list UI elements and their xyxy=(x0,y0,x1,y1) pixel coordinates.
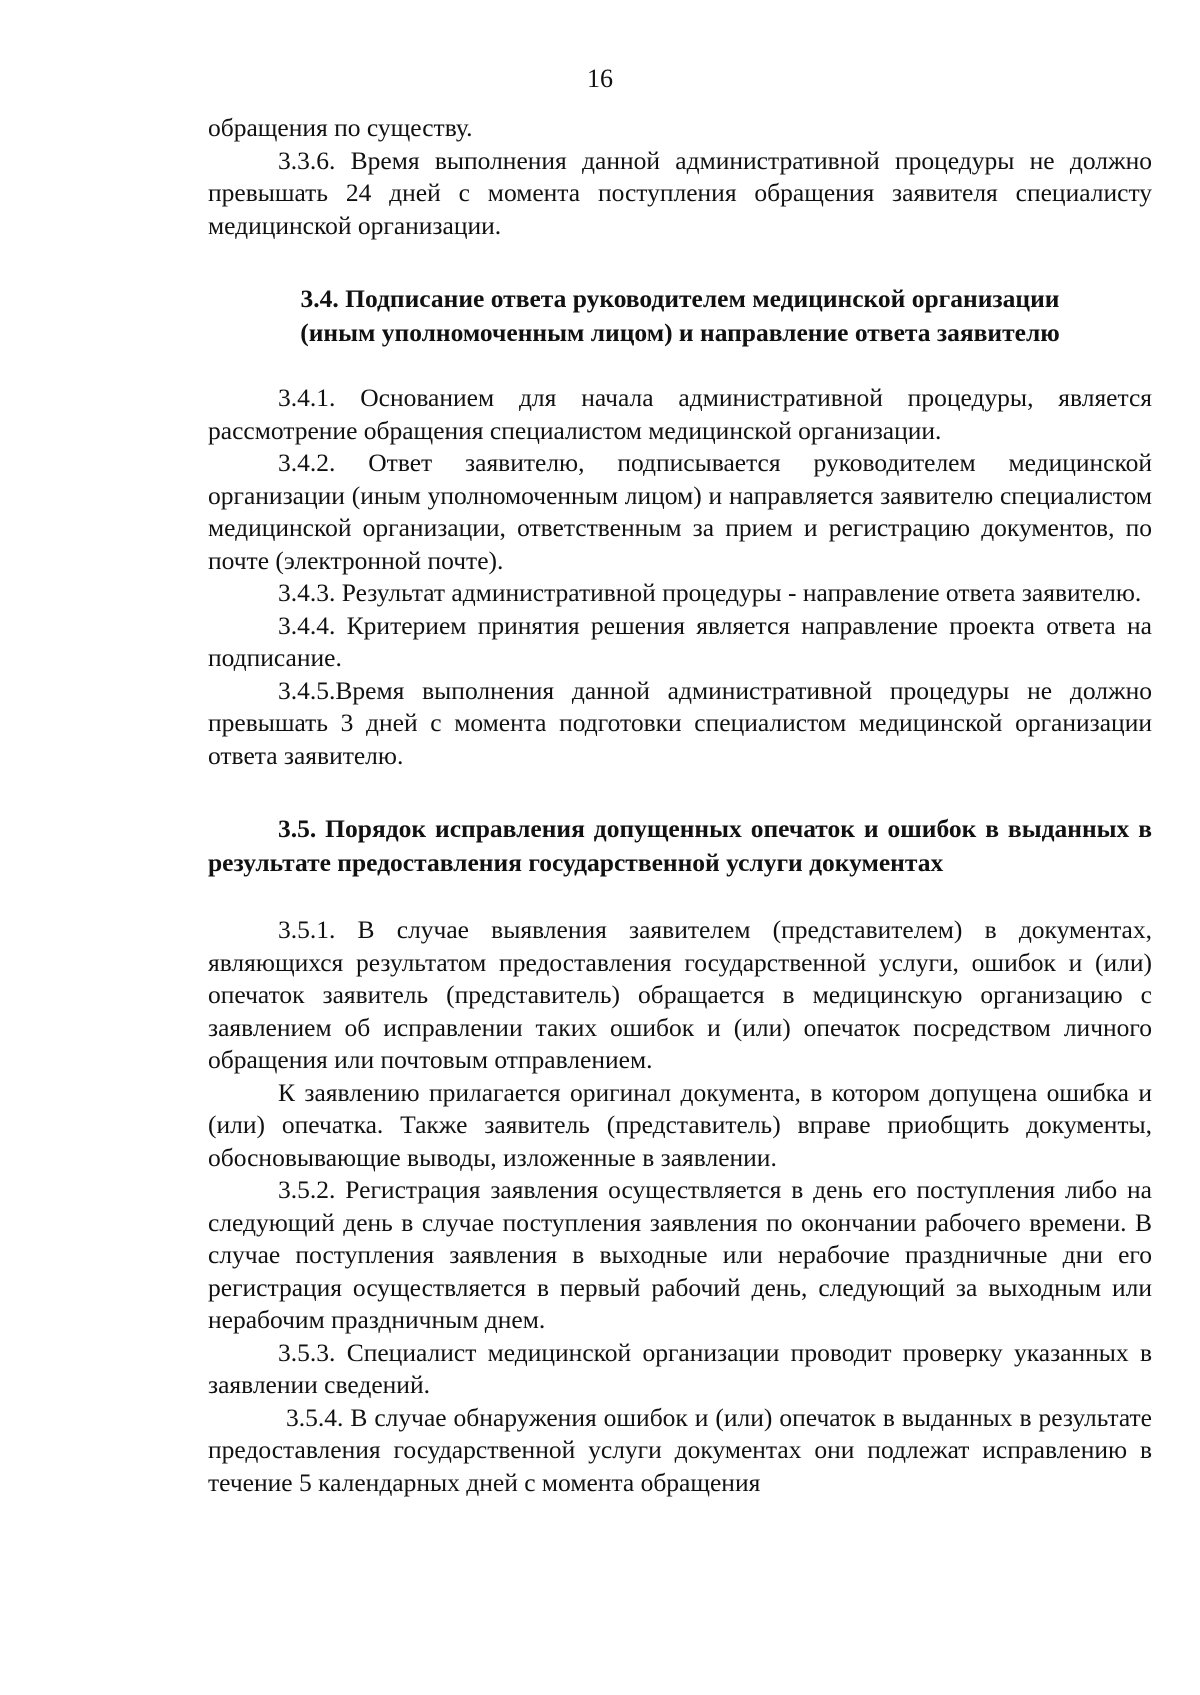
paragraph-3-3-6: 3.3.6. Время выполнения данной административной процедуры не должно превышать 24 дней с момента поступления обращения заявителя специалисту медицинской организации. xyxy=(208,145,1152,240)
paragraph-3-4-4: 3.4.4. Критерием принятия решения является направление проекта ответа на подписание. xyxy=(208,610,1152,672)
document-body xyxy=(208,112,1152,1499)
paragraph-3-5-1-attachment: К заявлению прилагается оригинал документа, в котором допущена ошибка и (или) опечатка. Также заявитель (представитель) вправе приобщить документы, обосновывающие выводы, изложенные в заявлении. xyxy=(208,1077,1152,1172)
paragraph-3-4-2: 3.4.2. Ответ заявителю, подписывается руководителем медицинской организации (иным уполномоченным лицом) и направляется заявителю специалистом медицинской организации, ответственным за прием и регистрацию документов, по почте (электронной почте). xyxy=(208,448,1152,575)
paragraph-3-5-4: 3.5.4. В случае обнаружения ошибок и (или) опечаток в выданных в результате предоставления государственной услуги документах они подлежат исправлению в течение 5 календарных дней с момента обращения xyxy=(208,1402,1152,1497)
section-heading-3-4-line1: 3.4. Подписание ответа руководителем медицинской организации xyxy=(300,284,1060,313)
paragraph-3-4-1: 3.4.1. Основанием для начала административной процедуры, является рассмотрение обращения специалистом медицинской организации. xyxy=(208,383,1152,445)
page-number: 16 xyxy=(587,64,613,93)
paragraph-3-5-2: 3.5.2. Регистрация заявления осуществляется в день его поступления либо на следующий день в случае поступления заявления по окончании рабочего времени. В случае поступления заявления в выходные или нерабочие праздничные дни его регистрация осуществляется в первый рабочий день, следующий за выходным или нерабочим праздничным днем. xyxy=(208,1175,1152,1334)
paragraph-3-4-5: 3.4.5.Время выполнения данной административной процедуры не должно превышать 3 дней с момента подготовки специалистом медицинской организации ответа заявителю. xyxy=(208,675,1152,770)
paragraph-3-4-3: 3.4.3. Результат административной процедуры - направление ответа заявителю. xyxy=(278,578,1142,607)
paragraph-continuation: обращения по существу. xyxy=(208,113,473,142)
paragraph-3-5-1: 3.5.1. В случае выявления заявителем (представителем) в документах, являющихся результатом предоставления государственной услуги, ошибок и (или) опечаток заявитель (представитель) обращается в медицинскую организацию с заявлением об исправлении таких ошибок и (или) опечаток посредством личного обращения или почтовым отправлением. xyxy=(208,915,1152,1074)
section-heading-3-5: 3.5. Порядок исправления допущенных опечаток и ошибок в выданных в результате предоставления государственной услуги документах xyxy=(208,814,1152,877)
paragraph-3-5-3: 3.5.3. Специалист медицинской организации проводит проверку указанных в заявлении сведений. xyxy=(208,1337,1152,1399)
section-heading-3-4-line2: (иным уполномоченным лицом) и направление ответа заявителю xyxy=(300,318,1060,347)
section-heading-3-4 xyxy=(208,282,1152,350)
